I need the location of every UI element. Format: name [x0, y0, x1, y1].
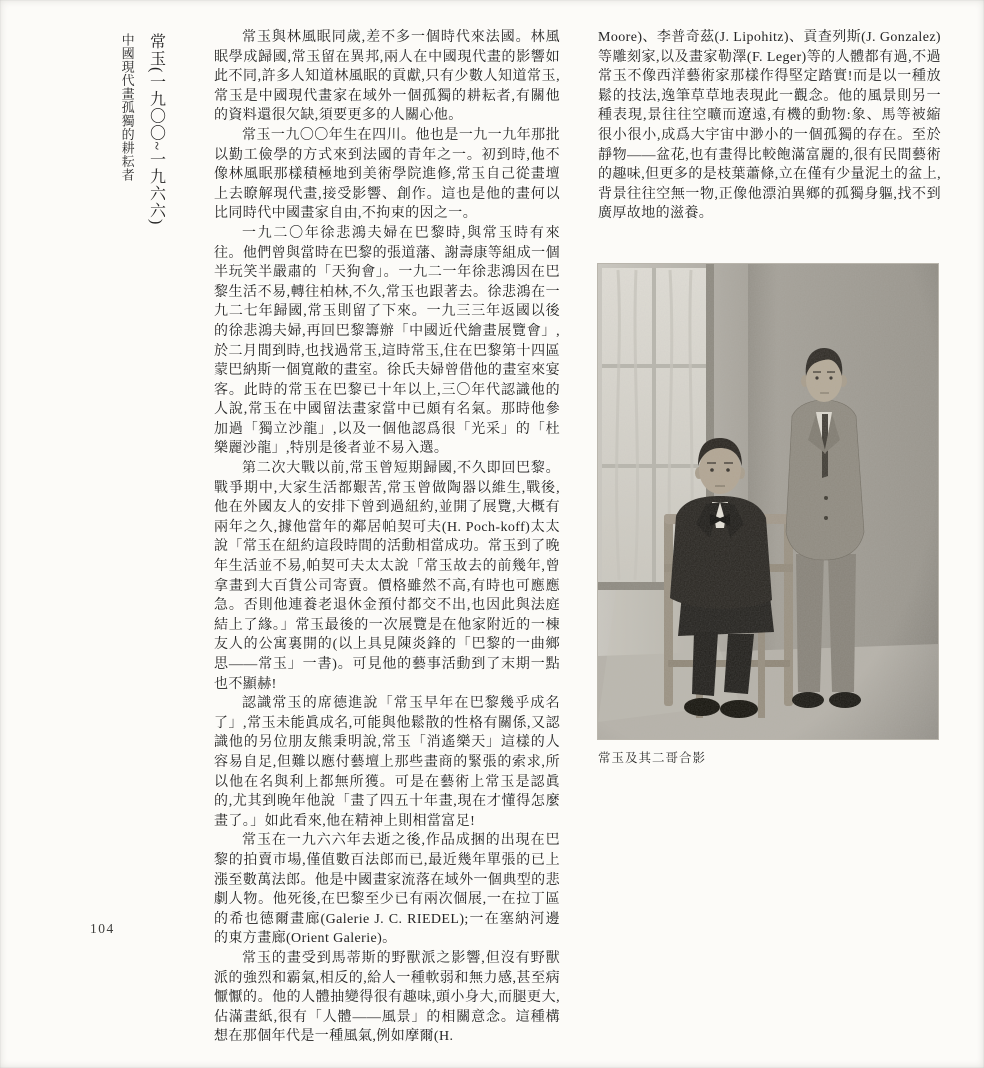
- paragraph-after-death: 常玉在一九六六年去逝之後,作品成捆的出現在巴黎的拍賣市場,僅值數百法郎而已,最近幾年單張的已上漲至數萬法郎。他是中國畫家流落在域外一個典型的悲劇人物。他死後,在巴黎至少已有兩次個展,一在拉丁區的希也德爾畫廊(Galerie J. C. RIEDEL);一在塞納河邊的東方畫廊(Orient Galerie)。: [214, 833, 560, 947]
- photo-caption: 常玉及其二哥合影: [598, 751, 707, 765]
- paragraph-style-continuation: Moore)、李普奇茲(J. Lipohitz)、貢查列斯(J. Gonzalez)等雕刻家,以及畫家勒澤(F. Leger)等的人體都有過,不過常玉不像西洋藝術家那樣作得堅定踏實!而是以一種放鬆的技法,逸筆草草地表現此一觀念。他的風景則另一種表現,景往往空曠而遼遠,有機的動物:象、馬等被縮很小很小,成爲大宇宙中渺小的一個孤獨的存在。至於靜物——盆花,也有畫得比較飽滿富麗的,很有民間藝術的趣味,但更多的是枝葉蕭條,立在僅有少量泥土的盆上,背景往往空無一物,正像他漂泊異鄉的孤獨身軀,找不到廣厚故地的滋養。: [598, 30, 941, 222]
- photo-figure: [598, 264, 938, 766]
- paragraph-style: 常玉的畫受到馬蒂斯的野獸派之影響,但沒有野獸派的強烈和霸氣,相反的,給人一種軟弱和無力感,甚至病懨懨的。他的人體抽變得很有趣味,頭小身大,而腿更大,佔滿畫紙,很有「人體——風景」的相關意念。這種構想在那個年代是一種風氣,例如摩爾(H.: [214, 950, 560, 1045]
- left-text-column: [214, 28, 560, 1047]
- article-title: 常玉(一九〇〇~一九六六): [147, 33, 165, 226]
- article-title-block: [120, 33, 163, 303]
- right-text-column: [598, 28, 941, 224]
- paragraph-paris-years: 一九二〇年徐悲鴻夫婦在巴黎時,與常玉時有來往。他們曾與當時在巴黎的張道藩、謝壽康等組成一個半玩笑半嚴肅的「天狗會」。一九二一年徐悲鴻因在巴黎生活不易,轉往柏林,不久,常玉也跟著去。徐悲鴻在一九二七年歸國,常玉則留了下來。一九三三年返國以後的徐悲鴻夫婦,再回巴黎籌辦「中國近代繪畫展覽會」,於二月間到時,也找過常玉,這時常玉,住在巴黎第十四區蒙巴納斯一個寬敞的畫室。徐氏夫婦曾借他的畫室來宴客。此時的常玉在巴黎已十年以上,三〇年代認識他的人說,常玉在中國留法畫家當中已頗有名氣。那時他參加過「獨立沙龍」,以及一個他認爲很「光采」的「杜樂麗沙龍」,特別是後者並不易入選。: [214, 225, 560, 457]
- paragraph-intro: 常玉與林風眠同歲,差不多一個時代來法國。林風眠學成歸國,常玉留在異邦,兩人在中國現代畫的影響如此不同,許多人知道林風眠的貢獻,只有少數人知道常玉,常玉是中國現代畫家在域外一個孤獨的耕耘者,有關他的資料還很欠缺,須要更多的人關心他。: [214, 30, 560, 124]
- paragraph-birth: 常玉一九〇〇年生在四川。他也是一九一九年那批以勤工儉學的方式來到法國的青年之一。初到時,他不像林風眠那樣積極地到美術學院進修,常玉自己從畫壇上去瞭解現代畫,接受影響、創作。這也是他的畫何以比同時代中國畫家自由,不拘束的因之一。: [214, 127, 560, 222]
- paragraph-war-years: 第二次大戰以前,常玉曾短期歸國,不久即回巴黎。戰爭期中,大家生活都艱苦,常玉曾做陶器以維生,戰後,他在外國友人的安排下曾到過紐約,並開了展覽,大概有兩年之久,據他當年的鄰居帕契可夫(H. Poch-koff)太太說「常玉在紐約這段時間的活動相當成功。常玉到了晚年生活並不易,帕契可夫太太說「常玉故去的前幾年,曾拿畫到大百貨公司寄賣。價格雖然不高,有時也可應應急。否則他連養老退休金預付都交不出,也因此與法庭結上了緣。」常玉最後的一次展覽是在他家附近的一棟友人的公寓裏開的(以上具見陳炎鋒的「巴黎的一曲鄉思——常玉」一書)。可見他的藝事活動到了末期一點也不顯赫!: [214, 461, 560, 692]
- paragraph-character: 認識常玉的席德進說「常玉早年在巴黎幾乎成名了」,常玉未能眞成名,可能與他鬆散的性格有關係,又認識他的另位朋友熊秉明說,常玉「消遙樂天」這樣的人容易自足,但難以應付藝壇上那些畫商的緊張的索求,所以他在名與利上都無所獲。可是在藝術上常玉是認眞的,尤其到晚年他說「畫了四五十年畫,現在才懂得怎麼畫了。」如此看來,他在精神上則相當富足!: [214, 696, 560, 829]
- page-number: 104: [90, 921, 115, 936]
- photo-grain: [598, 264, 938, 739]
- sanyu-and-brother-photo: [598, 264, 938, 739]
- article-subtitle: 中國現代畫孤獨的耕耘者: [119, 33, 135, 182]
